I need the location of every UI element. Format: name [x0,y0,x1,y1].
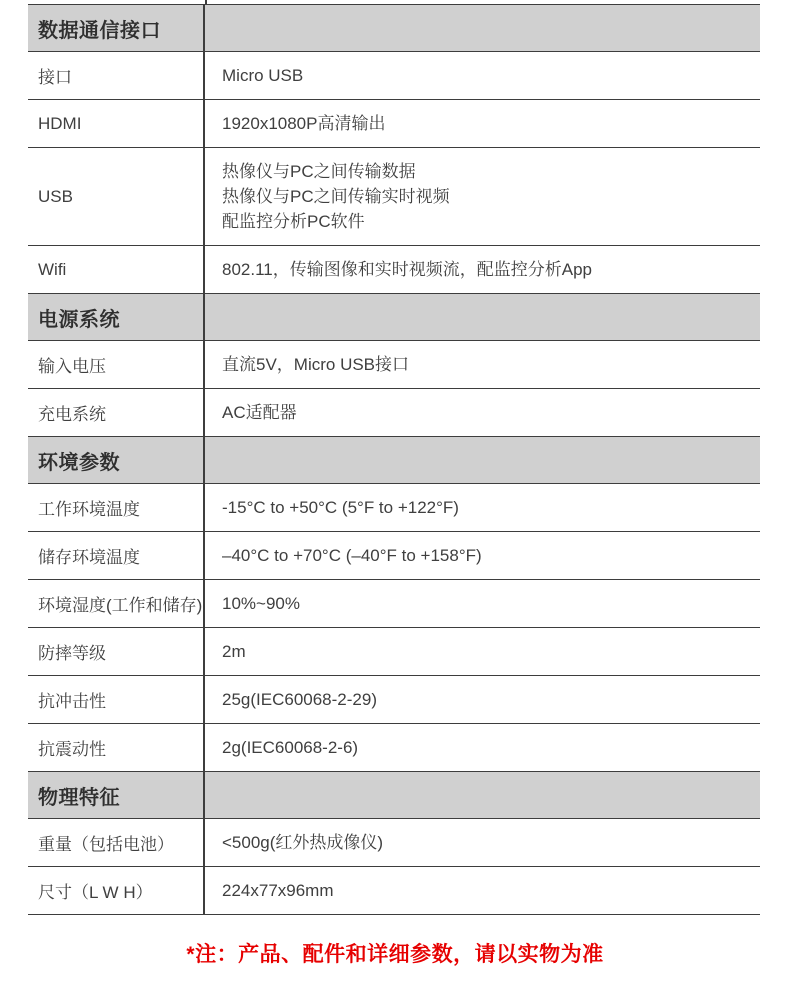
spec-value-line: -15°C to +50°C (5°F to +122°F) [222,498,459,517]
spec-value-line: 2g(IEC60068-2-6) [222,738,359,757]
column-divider-segment [205,0,207,4]
spec-value-line: 10%~90% [222,594,300,613]
spec-label: 工作环境温度 [28,484,205,531]
spec-row-hdmi [28,100,760,148]
spec-row-dimensions [28,867,760,915]
spec-row-usb [28,148,760,246]
spec-label: 抗冲击性 [28,676,205,723]
spec-value-line: Micro USB [222,66,304,85]
section-header-empty-cell [205,437,760,483]
spec-label: HDMI [28,100,205,147]
spec-value-line: 配监控分析PC软件 [222,212,365,231]
spec-value [205,484,760,531]
spec-value [205,724,760,771]
spec-row-charging [28,389,760,437]
spec-row-shock [28,676,760,724]
spec-value-line: AC适配器 [222,403,297,422]
spec-value [205,100,760,147]
spec-value-line: 2m [222,642,246,661]
spec-label: 接口 [28,52,205,99]
section-title: 电源系统 [28,294,205,340]
spec-label: USB [28,148,205,245]
section-header-data-comm [28,5,760,52]
spec-row-input-voltage [28,341,760,389]
spec-value [205,867,760,914]
spec-value-line: 1920x1080P高清输出 [222,114,386,133]
spec-label: 储存环境温度 [28,532,205,579]
spec-value [205,148,760,245]
spec-value [205,580,760,627]
spec-table-body [28,4,760,915]
spec-row-storage-temp [28,532,760,580]
section-title: 物理特征 [28,772,205,818]
spec-label: 环境湿度(工作和储存) [28,580,205,627]
table-top-cutoff [28,0,760,4]
spec-value [205,676,760,723]
spec-value [205,532,760,579]
spec-row-operating-temp [28,484,760,532]
section-header-empty-cell [205,5,760,51]
spec-value-line: 802.11，传输图像和实时视频流，配监控分析App [222,260,592,279]
spec-value [205,389,760,436]
spec-label: 重量（包括电池） [28,819,205,866]
spec-value-line: 224x77x96mm [222,881,334,900]
spec-row-humidity [28,580,760,628]
spec-value-line: 热像仪与PC之间传输实时视频 [222,187,450,206]
spec-label: 充电系统 [28,389,205,436]
spec-label: 防摔等级 [28,628,205,675]
spec-value-line: 25g(IEC60068-2-29) [222,690,377,709]
spec-label: 输入电压 [28,341,205,388]
section-title: 数据通信接口 [28,5,205,51]
spec-value [205,246,760,293]
section-title: 环境参数 [28,437,205,483]
spec-label: 抗震动性 [28,724,205,771]
section-header-physical [28,772,760,819]
spec-value [205,341,760,388]
spec-row-weight [28,819,760,867]
spec-table [28,0,760,915]
section-header-empty-cell [205,772,760,818]
spec-label: Wifi [28,246,205,293]
spec-value-line: 热像仪与PC之间传输数据 [222,162,416,181]
spec-value-line: –40°C to +70°C (–40°F to +158°F) [222,546,482,565]
spec-value [205,819,760,866]
disclaimer-note: *注：产品、配件和详细参数，请以实物为准 [186,943,604,966]
spec-label: 尺寸（L W H） [28,867,205,914]
section-header-environment [28,437,760,484]
spec-value [205,52,760,99]
spec-row-vibration [28,724,760,772]
section-header-power [28,294,760,341]
spec-value-line: 直流5V，Micro USB接口 [222,355,410,374]
spec-row-wifi [28,246,760,294]
spec-value [205,628,760,675]
section-header-empty-cell [205,294,760,340]
spec-value-line: <500g(红外热成像仪) [222,833,384,852]
spec-row-drop-rating [28,628,760,676]
spec-row-interface [28,52,760,100]
